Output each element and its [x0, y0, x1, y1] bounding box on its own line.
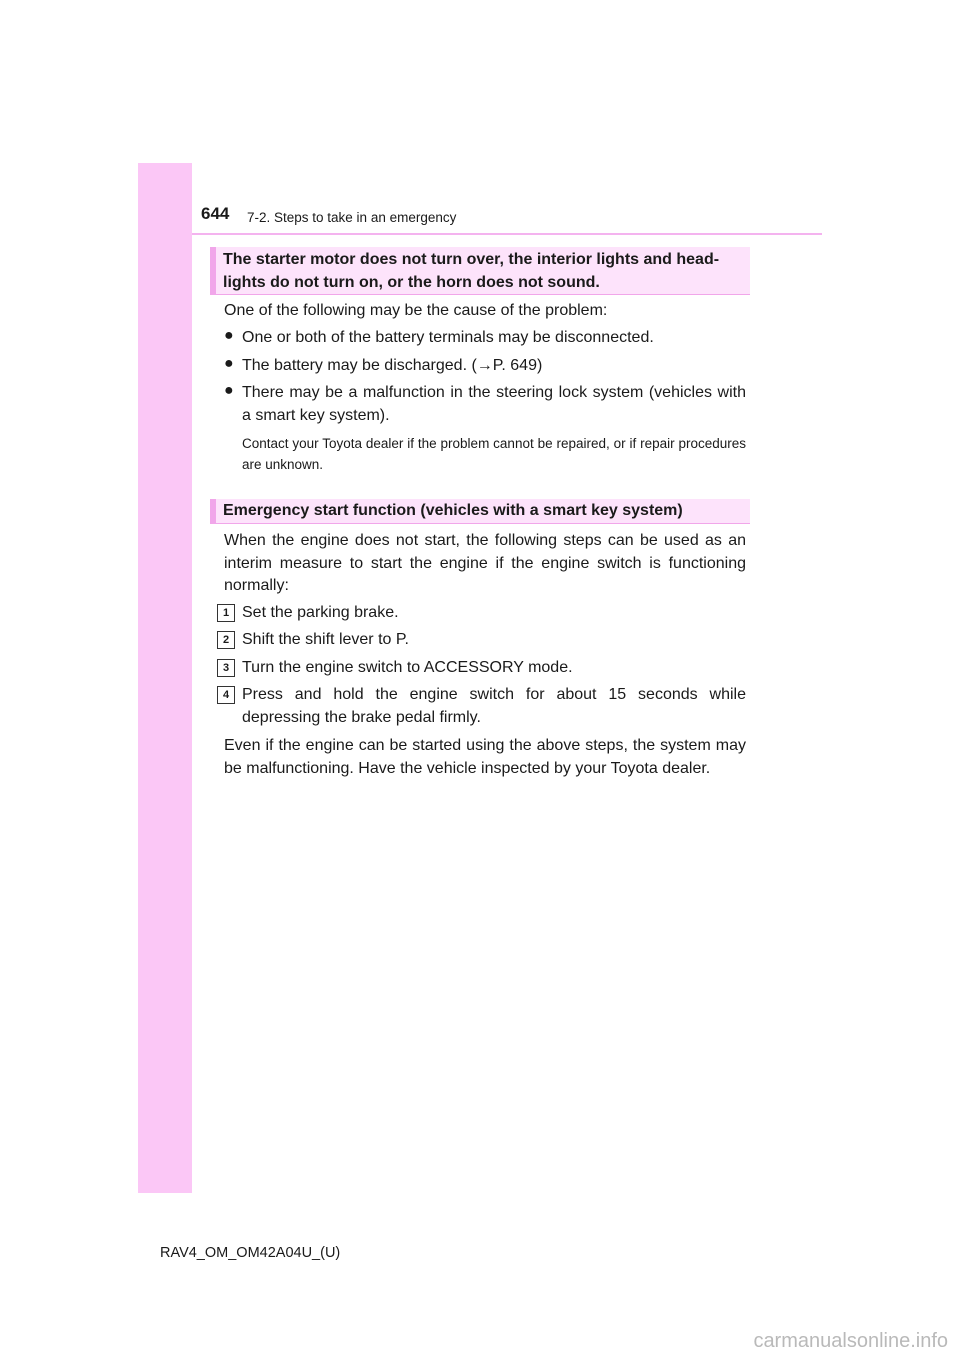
watermark: carmanualsonline.info: [753, 1330, 948, 1352]
bullet-item: One or both of the battery terminals may be disconnected.: [242, 329, 654, 346]
step-number-badge: 2: [217, 631, 235, 649]
side-color-band: [138, 163, 192, 1193]
step-text: Press and hold the engine switch for about 15 seconds while depressing the brake pedal firmly.: [242, 686, 746, 726]
section2-closing: Even if the engine can be started using the above steps, the system may be malfunctioning. Have the vehicle inspected by your Toyota dealer.: [224, 737, 746, 777]
page-number: 644: [201, 204, 230, 223]
section1-note: Contact your Toyota dealer if the problem cannot be repaired, or if repair procedures are unknown.: [242, 436, 746, 472]
chapter-title: 7-2. Steps to take in an emergency: [247, 210, 457, 225]
bullet-icon: ●: [224, 382, 234, 399]
step-text: Shift the shift lever to P.: [242, 631, 409, 648]
section1-intro: One of the following may be the cause of the problem:: [224, 302, 608, 319]
bullet-item: There may be a malfunction in the steering lock system (vehicles with a smart key system).: [242, 384, 746, 424]
section-heading-starter: The starter motor does not turn over, the interior lights and head-lights do not turn on, or the horn does not sound.: [210, 247, 750, 295]
document-code: RAV4_OM_OM42A04U_(U): [160, 1245, 341, 1261]
bullet-icon: ●: [224, 327, 234, 344]
step-number-badge: 4: [217, 686, 235, 704]
section-heading-emergency-start: Emergency start function (vehicles with a smart key system): [210, 499, 750, 524]
step-text: Set the parking brake.: [242, 604, 399, 621]
step-number-badge: 1: [217, 604, 235, 622]
step-number-badge: 3: [217, 659, 235, 677]
step-text: Turn the engine switch to ACCESSORY mode.: [242, 659, 573, 676]
bullet-item: The battery may be discharged. (→P. 649): [242, 357, 543, 374]
header-divider: [192, 233, 822, 235]
section2-intro: When the engine does not start, the following steps can be used as an interim measure to start the engine if the engine switch is functioning normally:: [224, 532, 746, 594]
bullet-icon: ●: [224, 355, 234, 372]
